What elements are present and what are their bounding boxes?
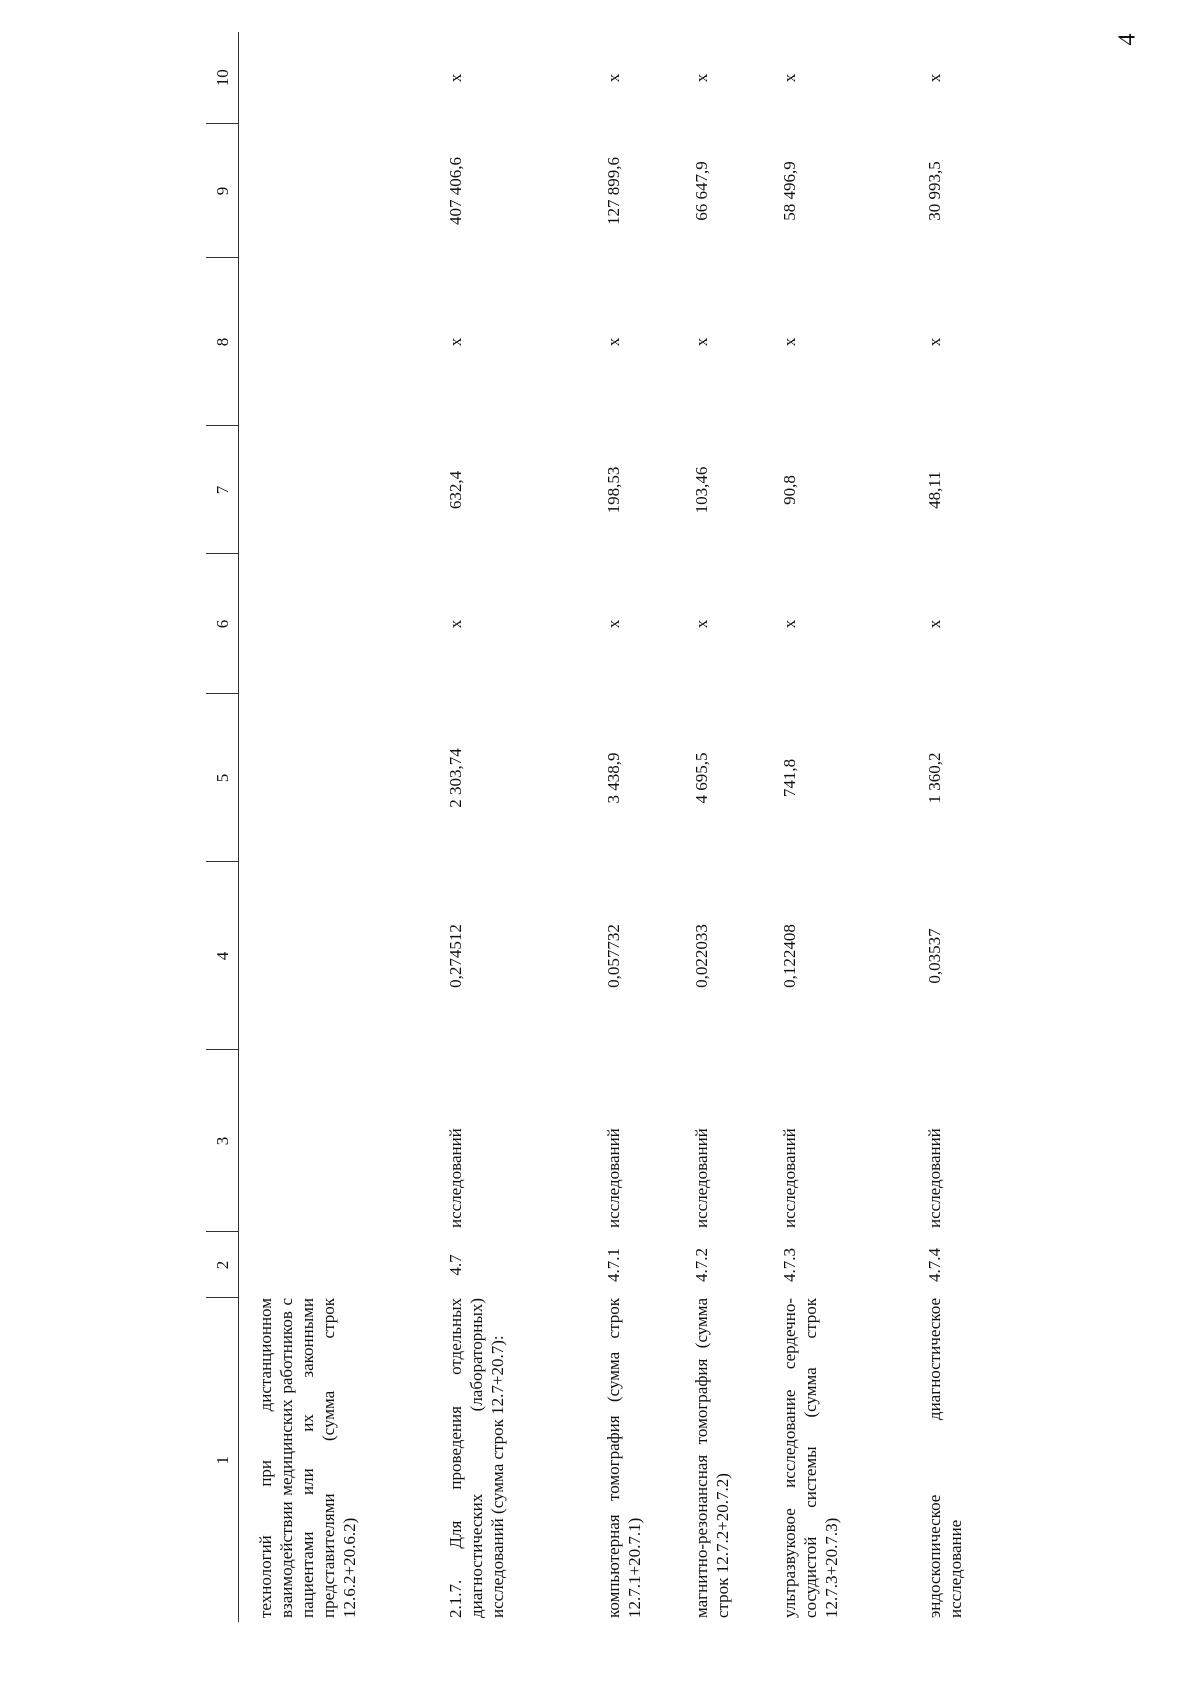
col-header-6: 6 [206,554,239,694]
table-row [239,32,428,1622]
row-description: эндоскопическое диагностическое исследование [925,1298,965,1618]
row-cost: 1 360,2 [925,752,944,804]
row-norm: 0,057732 [604,924,623,988]
table-row [427,32,603,1622]
col-header-10: 10 [206,32,239,124]
row-norm: 0,122408 [780,924,799,988]
row-col6: x [446,619,465,629]
table-row [779,32,924,1622]
row-col10 [239,32,428,124]
row-col10: x [780,73,799,83]
col-header-8: 8 [206,258,239,426]
row-col8: x [692,337,711,347]
row-col9: 407 406,6 [446,157,465,225]
row-col6: x [780,619,799,629]
row-description: 2.1.7. Для проведения отдельных диагностических (лабораторных) исследований (сумма строк 12.7+20.7): [446,1298,507,1618]
table-row [603,32,691,1622]
page-number: 4 [1114,33,1141,46]
col-header-3: 3 [206,1050,239,1232]
row-code: 4.7.2 [692,1248,711,1282]
row-description: технологий при дистанционном взаимодействии медицинских работников с пациентами или их законными представителями (сумма строк 12.6.2+20.6.2) [256,1298,359,1618]
col-header-7: 7 [206,426,239,554]
row-code [239,1232,428,1298]
row-col6: x [925,619,944,629]
table-row [924,32,1014,1622]
row-col10: x [692,73,711,83]
col-header-9: 9 [206,124,239,258]
row-col9: 58 496,9 [780,161,799,221]
row-cost [239,694,428,862]
row-col7: 632,4 [446,470,465,510]
row-col7: 90,8 [780,475,799,505]
row-col9: 127 899,6 [604,157,623,225]
row-cost: 741,8 [780,758,799,798]
row-unit: исследований [692,1128,711,1228]
row-col8: x [780,337,799,347]
row-col10: x [446,73,465,83]
col-header-5: 5 [206,694,239,862]
data-table [206,32,1014,1622]
row-unit: исследований [446,1128,465,1228]
row-code: 4.7 [446,1254,465,1276]
row-code: 4.7.1 [604,1248,623,1282]
row-norm: 0,03537 [925,928,944,984]
rotated-table-container [206,32,1006,1622]
row-norm: 0,022033 [692,924,711,988]
row-col7: 48,11 [925,471,944,509]
row-col7 [239,426,428,554]
row-col7: 198,53 [604,466,623,514]
row-col10: x [925,73,944,83]
row-cost: 4 695,5 [692,752,711,804]
col-header-1: 1 [206,1298,239,1622]
row-col9: 66 647,9 [692,161,711,221]
row-unit: исследований [604,1128,623,1228]
row-col9 [239,124,428,258]
col-header-2: 2 [206,1232,239,1298]
col-header-4: 4 [206,862,239,1050]
row-unit: исследований [780,1128,799,1228]
table-row [691,32,779,1622]
row-description: магнитно-резонансная томография (сумма строк 12.7.2+20.7.2) [692,1298,732,1618]
row-col8 [239,258,428,426]
row-col6 [239,554,428,694]
row-col9: 30 993,5 [925,161,944,221]
row-cost: 3 438,9 [604,752,623,804]
row-norm [239,862,428,1050]
row-col6: x [604,619,623,629]
row-col8: x [604,337,623,347]
row-unit [239,1050,428,1232]
row-code: 4.7.3 [780,1248,799,1282]
row-norm: 0,274512 [446,924,465,988]
row-col8: x [446,337,465,347]
row-description: компьютерная томография (сумма строк 12.7.1+20.7.1) [604,1298,644,1618]
row-col10: x [604,73,623,83]
row-cost: 2 303,74 [446,748,465,808]
row-code: 4.7.4 [925,1248,944,1282]
header-row [206,32,239,1622]
row-col6: x [692,619,711,629]
row-col7: 103,46 [692,466,711,514]
row-description: ультразвуковое исследование сердечно-сосудистой системы (сумма строк 12.7.3+20.7.3) [780,1298,841,1618]
row-unit: исследований [925,1128,944,1228]
row-col8: x [925,337,944,347]
